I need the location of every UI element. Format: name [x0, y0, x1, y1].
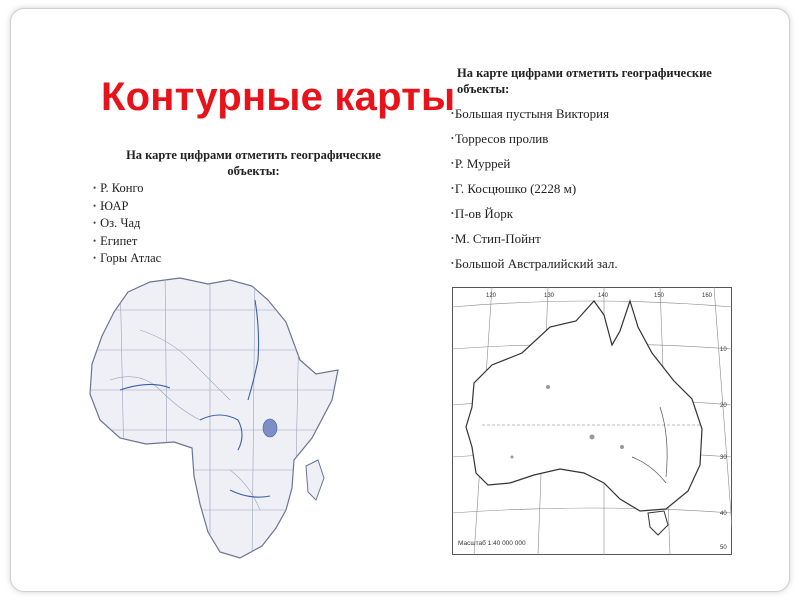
left-list [93, 180, 161, 268]
list-item: • Горы Атлас [93, 250, 161, 268]
map-scale: Масштаб 1:40 000 000 [458, 540, 526, 547]
degree-label: 40 [720, 511, 727, 517]
degree-label: 50 [720, 545, 727, 551]
australia-contour-map [452, 287, 732, 555]
list-item: • Египет [93, 233, 161, 251]
degree-label: 20 [720, 403, 727, 409]
degree-label: 140 [598, 293, 609, 299]
degree-label: 10 [720, 347, 727, 353]
list-item: • Р. Конго [93, 180, 161, 198]
list-item: • Большой Австралийский зал. [451, 254, 618, 279]
right-heading: На карте цифрами отметить географические объекты: [457, 66, 712, 96]
list-item: • Большая пустыня Виктория [451, 104, 618, 129]
list-item: • М. Стип-Пойнт [451, 229, 618, 254]
list-item: • ЮАР [93, 198, 161, 216]
degree-label: 30 [720, 455, 727, 461]
africa-contour-map [80, 270, 345, 565]
degree-label: 120 [486, 293, 497, 299]
right-list [451, 104, 618, 279]
degree-label: 160 [702, 293, 713, 299]
slide-title: Контурные карты [101, 75, 456, 119]
list-item: • Г. Косцюшко (2228 м) [451, 179, 618, 204]
left-heading: На карте цифрами отметить географические объекты: [126, 148, 381, 178]
list-item: • Оз. Чад [93, 215, 161, 233]
list-item: • Р. Муррей [451, 154, 618, 179]
list-item: • Торресов пролив [451, 129, 618, 154]
degree-label: 150 [654, 293, 665, 299]
list-item: • П-ов Йорк [451, 204, 618, 229]
degree-label: 130 [544, 293, 555, 299]
